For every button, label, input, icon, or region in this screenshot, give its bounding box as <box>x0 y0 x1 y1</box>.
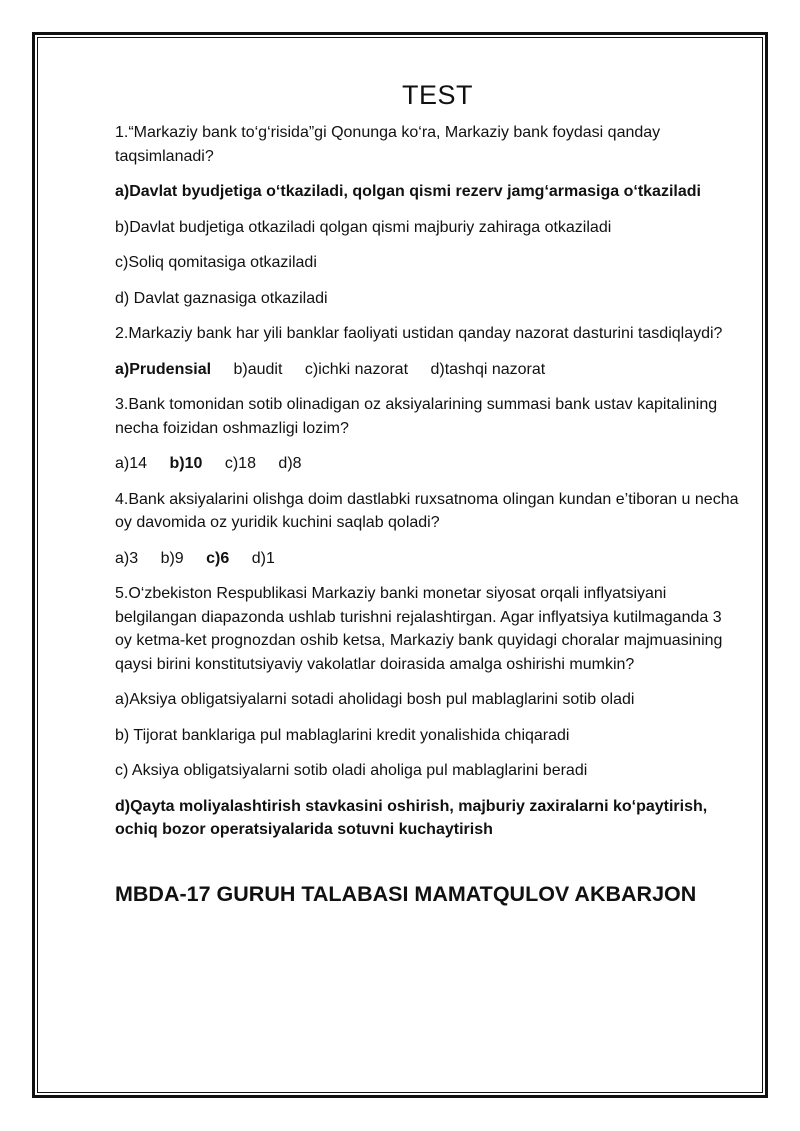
q5-option-b: b) Tijorat banklariga pul mablaglarini kredit yonalishida chiqaradi <box>115 726 570 744</box>
q3-option-c: c)18 <box>224 455 256 472</box>
q2-option-b: b)audit <box>233 360 283 378</box>
q3-option-b-correct: b)10 <box>169 455 203 472</box>
document-title: TEST <box>401 80 473 110</box>
question-5: 5.O‘zbekiston Respublikasi Markaziy banki monetar siyosat orqali inflyatsiyani belgilangan diapazonda ushlab turishni rejalashtirgan. Agar inflyatsiya kutilmaganda 3 oy ketma-ket prognozdan oshib ketsa, Markaziy bank quyidagi choralar majmuasining qaysi birini konstitutsiyaviy vakolatlar doirasida amalga oshirishi mumkin? <box>115 585 723 673</box>
student-signature: MBDA-17 GURUH TALABASI MAMATQULOV AKBARJON <box>115 881 697 906</box>
q4-option-c-correct: c)6 <box>206 549 230 567</box>
q3-option-a: a)14 <box>115 455 148 472</box>
q4-options <box>115 547 740 571</box>
question-3: 3.Bank tomonidan sotib olinadigan oz aksiyalarining summasi bank ustav kapitalining necha foizidan oshmazligi lozim? <box>115 396 718 437</box>
q3-options <box>115 452 740 476</box>
q4-option-d: d)1 <box>251 549 275 567</box>
q2-options <box>115 358 740 382</box>
q4-option-a: a)3 <box>115 549 139 567</box>
q2-option-d: d)tashqi nazorat <box>430 360 546 378</box>
document-body <box>115 80 740 908</box>
q4-option-b: b)9 <box>160 549 184 567</box>
question-1: 1.“Markaziy bank to‘g‘risida”gi Qonunga ko‘ra, Markaziy bank foydasi qanday taqsimlanadi? <box>115 124 661 165</box>
q2-option-c: c)ichki nazorat <box>304 360 409 378</box>
q5-option-c: c) Aksiya obligatsiyalarni sotib oladi aholiga pul mablaglarini beradi <box>115 762 588 779</box>
q2-option-a-correct: a)Prudensial <box>115 360 212 378</box>
q1-option-c: c)Soliq qomitasiga otkaziladi <box>115 254 317 271</box>
q1-option-d: d) Davlat gaznasiga otkaziladi <box>115 289 328 307</box>
q1-option-b: b)Davlat budjetiga otkaziladi qolgan qismi majburiy zahiraga otkaziladi <box>115 218 612 236</box>
q5-option-d-correct: d)Qayta moliyalashtirish stavkasini oshirish, majburiy zaxiralarni ko‘paytirish, ochiq bozor operatsiyalarida sotuvni kuchaytirish <box>115 797 708 838</box>
q1-option-a-correct: a)Davlat byudjetiga o‘tkaziladi, qolgan qismi rezerv jamg‘armasiga o‘tkaziladi <box>115 183 701 200</box>
question-2: 2.Markaziy bank har yili banklar faoliyati ustidan qanday nazorat dasturini tasdiqlaydi? <box>115 325 723 342</box>
q3-option-d: d)8 <box>278 455 302 472</box>
q5-option-a: a)Aksiya obligatsiyalarni sotadi aholidagi bosh pul mablaglarini sotib oladi <box>115 691 635 708</box>
question-4: 4.Bank aksiyalarini olishga doim dastlabki ruxsatnoma olingan kundan e’tiboran u necha oy davomida oz yuridik kuchini saqlab qoladi? <box>115 490 739 531</box>
